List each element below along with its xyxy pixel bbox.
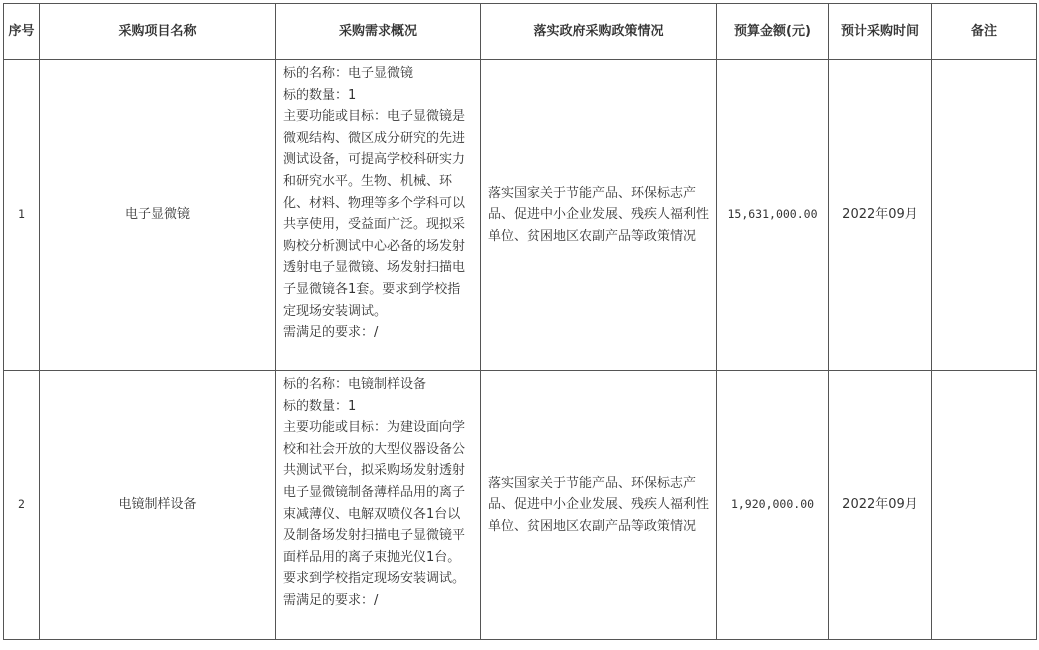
- requirement-item-function: 主要功能或目标：电子显微镜是微观结构、微区成分研究的先进测试设备，可提高学校科研实力和研究水平。生物、机械、环化、材料、物理等多个学科可以共享使用，受益面广泛。现拟采购校分析测试中心必备的场发射透射电子显微镜、场发射扫描电子显微镜各1套。要求到学校指定现场安装调试。: [283, 109, 466, 319]
- header-requirements: 采购需求概况: [276, 4, 481, 60]
- note-cell: [932, 60, 1037, 371]
- budget-amount: 1,920,000.00: [717, 371, 829, 640]
- header-index: 序号: [4, 4, 40, 60]
- header-note: 备注: [932, 4, 1037, 60]
- requirements-cell: [276, 60, 481, 371]
- requirement-item-conditions: 需满足的要求：/: [283, 325, 379, 341]
- note-cell: [932, 371, 1037, 640]
- requirements-cell: [276, 371, 481, 640]
- requirement-item-name: 标的名称：电镜制样设备: [283, 377, 427, 392]
- project-name: 电子显微镜: [40, 60, 276, 371]
- requirement-item-function: 主要功能或目标：为建设面向学校和社会开放的大型仪器设备公共测试平台，拟采购场发射透射电子显微镜制备薄样品用的离子束减薄仪、电解双喷仪各1台以及制备场发射扫描电子显微镜平面样品用的离子束抛光仪1台。要求到学校指定现场安装调试。: [283, 420, 466, 587]
- table-row: [4, 371, 1037, 640]
- header-project-name: 采购项目名称: [40, 4, 276, 60]
- header-row: [4, 4, 1037, 60]
- header-budget: 预算金额(元): [717, 4, 829, 60]
- header-policy: 落实政府采购政策情况: [481, 4, 717, 60]
- procurement-time: 2022年09月: [829, 371, 932, 640]
- header-time: 预计采购时间: [829, 4, 932, 60]
- policy-cell: 落实国家关于节能产品、环保标志产品、促进中小企业发展、残疾人福利性单位、贫困地区农副产品等政策情况: [481, 60, 717, 371]
- policy-cell: 落实国家关于节能产品、环保标志产品、促进中小企业发展、残疾人福利性单位、贫困地区农副产品等政策情况: [481, 371, 717, 640]
- row-index: 2: [4, 371, 40, 640]
- procurement-time: 2022年09月: [829, 60, 932, 371]
- budget-amount: 15,631,000.00: [717, 60, 829, 371]
- row-index: 1: [4, 60, 40, 371]
- requirement-item-quantity: 标的数量：1: [283, 398, 357, 414]
- table-row: [4, 60, 1037, 371]
- requirement-item-conditions: 需满足的要求：/: [283, 592, 379, 608]
- procurement-table: [3, 3, 1037, 640]
- project-name: 电镜制样设备: [40, 371, 276, 640]
- requirement-item-name: 标的名称：电子显微镜: [283, 66, 414, 81]
- requirement-item-quantity: 标的数量：1: [283, 87, 357, 103]
